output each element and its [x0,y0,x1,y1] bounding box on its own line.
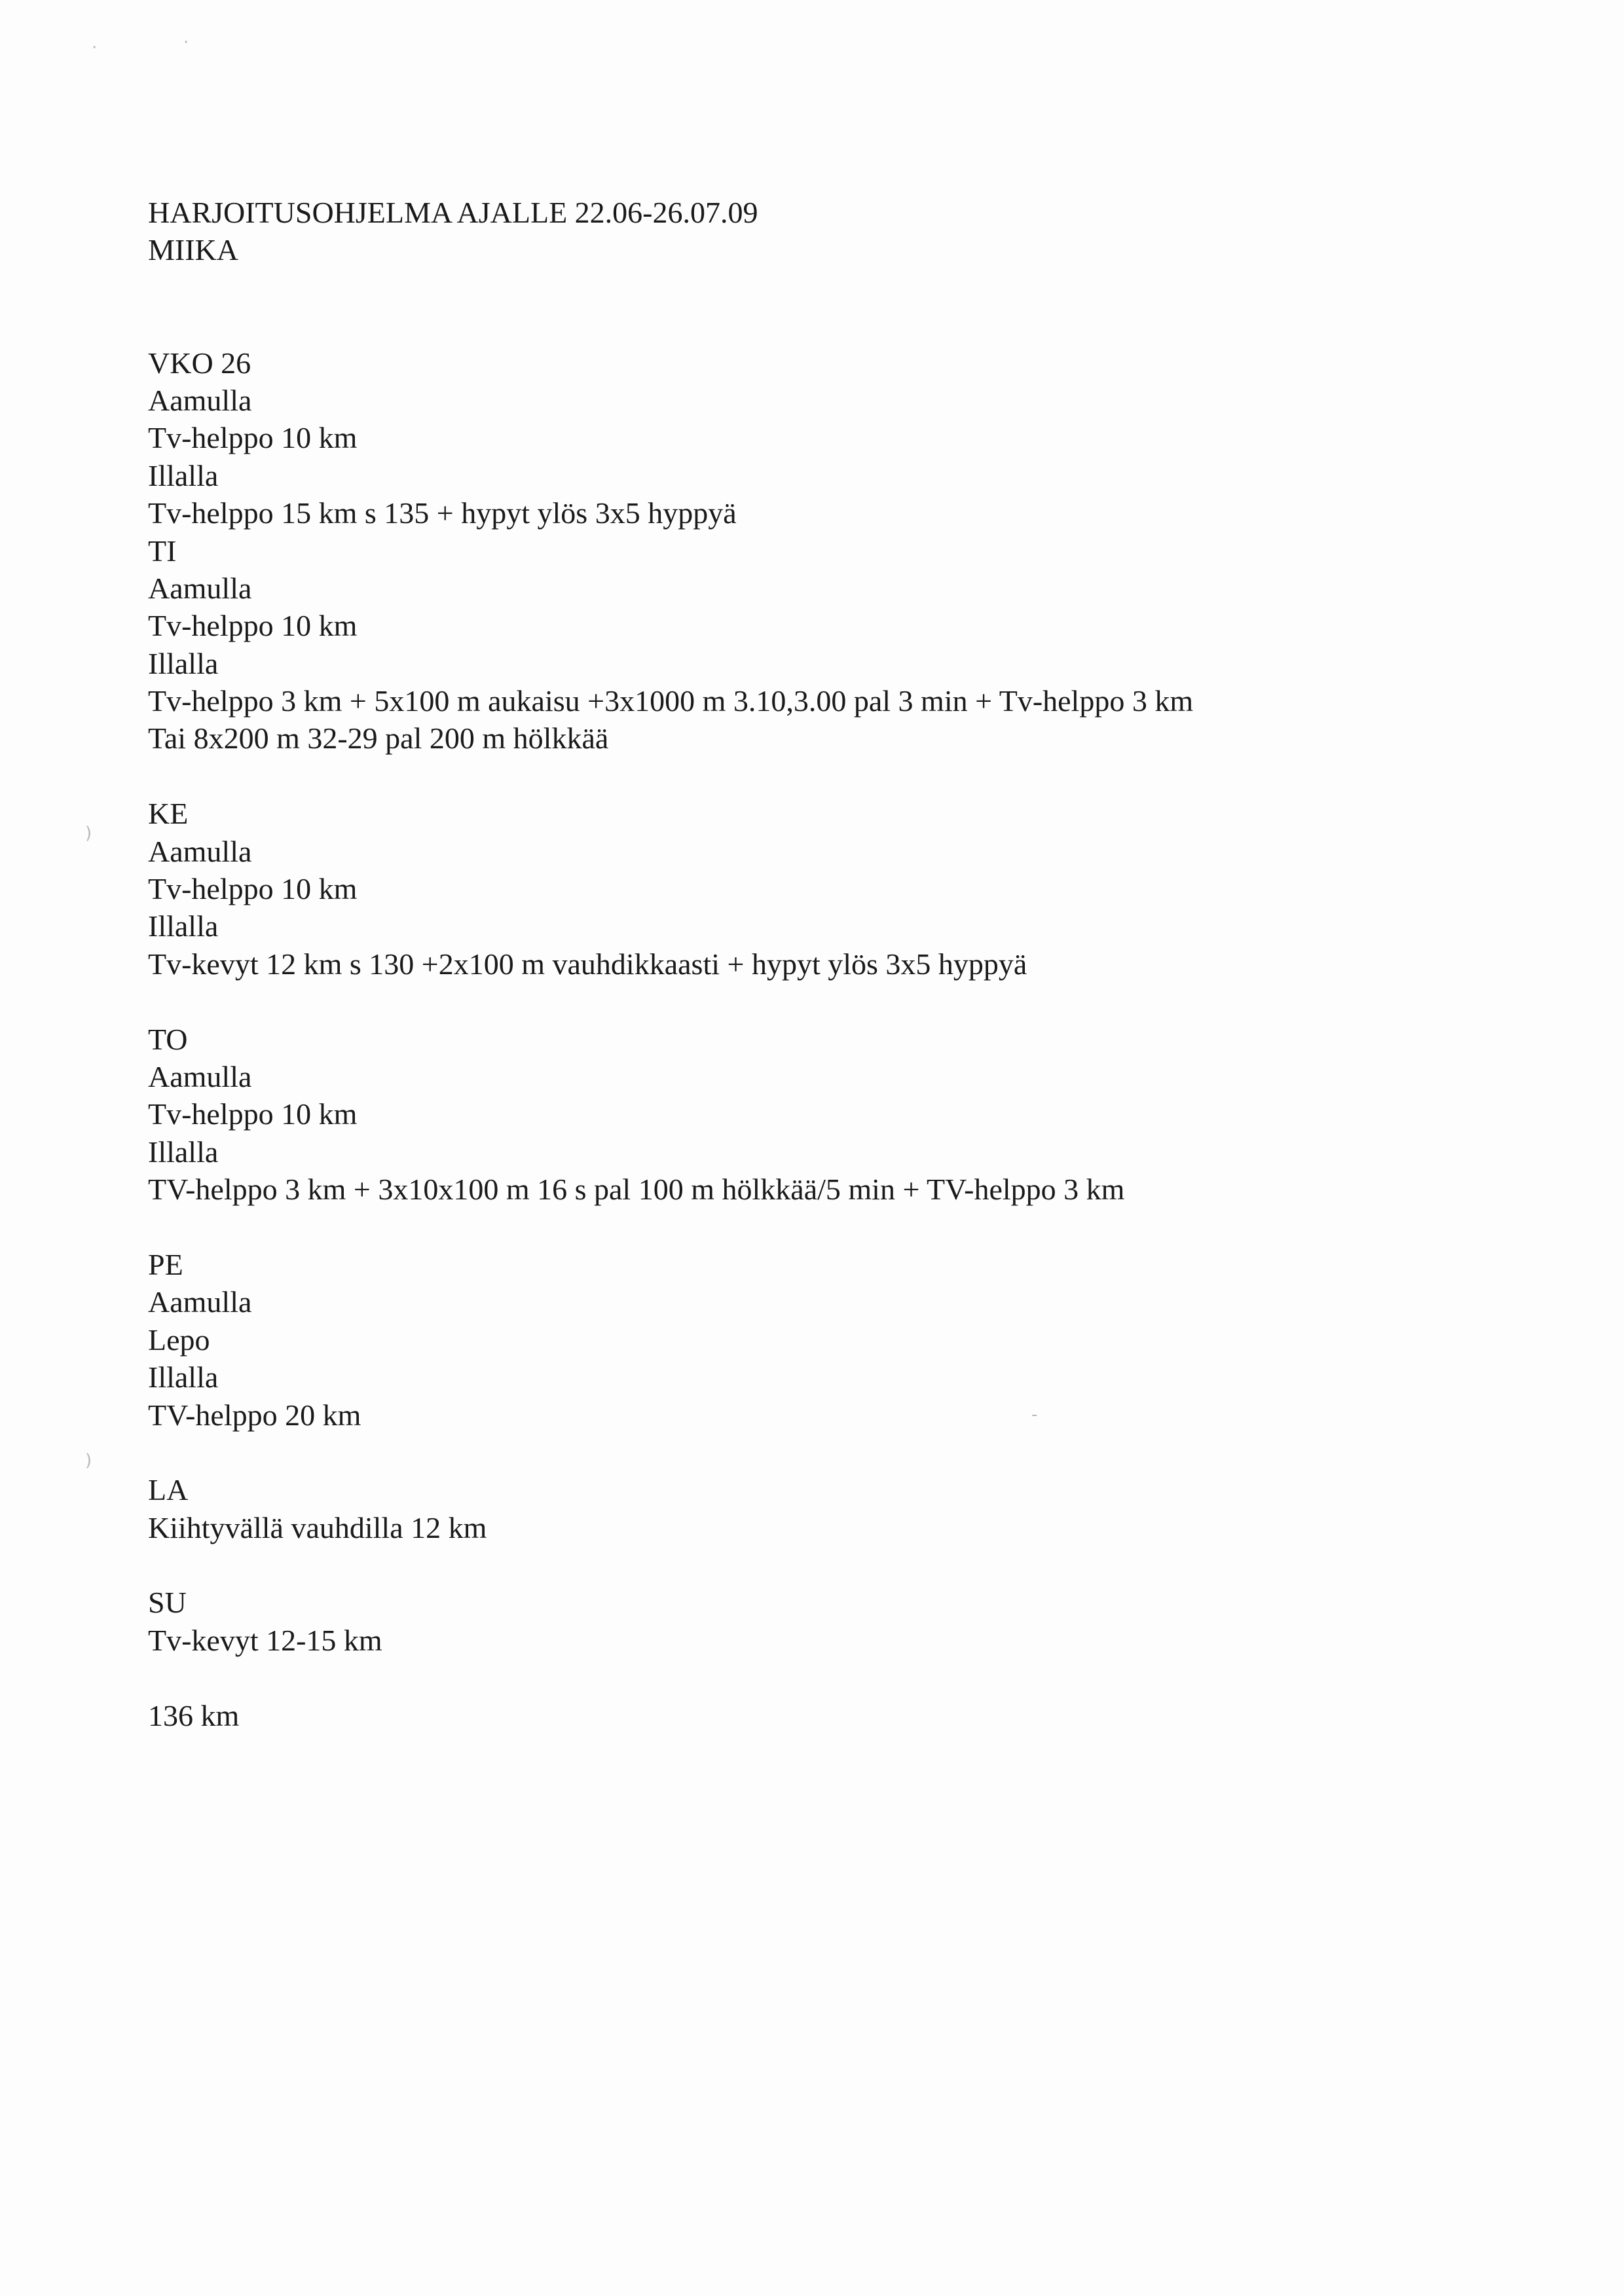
wednesday-evening-session: Tv-kevyt 12 km s 130 +2x100 m vauhdikkaasti + hypyt ylös 3x5 hyppyä [148,947,1027,981]
friday-morning-label: Aamulla [148,1285,252,1319]
wednesday-morning-session: Tv-helppo 10 km [148,872,358,906]
tuesday-morning-session: Tv-helppo 10 km [148,609,358,643]
weekly-total: 136 km [148,1698,240,1732]
training-program [148,194,1523,1734]
friday-morning-session: Lepo [148,1322,210,1357]
thursday-morning-session: Tv-helppo 10 km [148,1097,358,1131]
tuesday-evening-session: Tv-helppo 3 km + 5x100 m aukaisu +3x1000 m 3.10,3.00 pal 3 min + Tv-helppo 3 km [148,684,1194,718]
monday-morning-label: Aamulla [148,383,252,417]
friday-evening-session: TV-helppo 20 km [148,1398,361,1432]
sunday-session: Tv-kevyt 12-15 km [148,1623,382,1657]
thursday-evening-label: Illalla [148,1135,219,1169]
thursday-heading: TO [148,1022,188,1056]
friday-evening-label: Illalla [148,1360,219,1394]
monday-evening-label: Illalla [148,458,219,492]
scan-speck: - [1031,1405,1038,1425]
document-title: HARJOITUSOHJELMA AJALLE 22.06-26.07.09 [148,196,758,229]
monday-morning-session: Tv-helppo 10 km [148,421,358,455]
scan-mark: ) [85,824,92,843]
tuesday-alternative-session: Tai 8x200 m 32-29 pal 200 m hölkkää [148,721,609,756]
saturday-session: Kiihtyvällä vauhdilla 12 km [148,1510,487,1544]
sunday-heading: SU [148,1586,187,1620]
tuesday-evening-label: Illalla [148,646,219,680]
tuesday-morning-label: Aamulla [148,571,252,605]
thursday-evening-session: TV-helppo 3 km + 3x10x100 m 16 s pal 100 m hölkkää/5 min + TV-helppo 3 km [148,1173,1125,1207]
scan-mark: ) [85,1451,92,1470]
wednesday-heading: KE [148,797,189,831]
wednesday-evening-label: Illalla [148,909,219,943]
scan-speck: · [183,33,189,52]
tuesday-heading: TI [148,534,177,568]
friday-heading: PE [148,1247,183,1281]
monday-evening-session: Tv-helppo 15 km s 135 + hypyt ylös 3x5 hyppyä [148,496,737,530]
wednesday-morning-label: Aamulla [148,834,252,868]
saturday-heading: LA [148,1473,189,1507]
thursday-morning-label: Aamulla [148,1060,252,1093]
athlete-name: MIIKA [148,233,238,267]
week-label: VKO 26 [148,346,251,380]
scan-speck: · [92,38,98,58]
